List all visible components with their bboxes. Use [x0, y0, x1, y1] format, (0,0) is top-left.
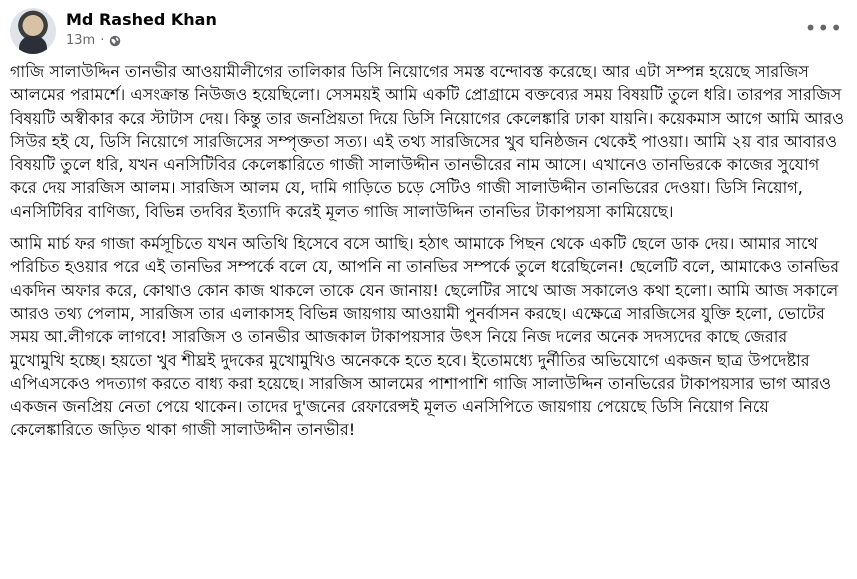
post-meta [66, 10, 217, 50]
avatar[interactable] [10, 8, 56, 54]
separator-dot: · [100, 33, 105, 48]
globe-icon[interactable] [109, 35, 121, 47]
post-paragraph-1: গাজি সালাউদ্দিন তানভীর আওয়ামীলীগের তালিকার ডিসি নিয়োগের সমস্ত বন্দোবস্ত করেছে। আর এটা সম্পন্ন হয়েছে সারজিস আলমের পরামর্শে। এসংক্রান্ত নিউজও হয়েছিলো। সেসময়ই আমি একটি প্রোগ্রামে বক্তব্যের সময় বিষয়টি তুলে ধরি। তারপর সারজিস বিষয়টি অস্বীকার করে স্টাটাস দেয়। কিন্তু তার জনপ্রিয়তা দিয়ে ডিসি নিয়োগের কেলেঙ্কারি ঢাকা যায়নি। কয়েকমাস আগে আমি আরও সিউর হই যে, ডিসি নিয়োগে সারজিসের সম্পৃক্ততা সত্য। এই তথ্য সারজিসের খুব ঘনিষ্ঠজন থেকেই পাওয়া। আমি ২য় বার আবারও বিষয়টি তুলে ধরি, যখন এনসিটিবির কেলেঙ্কারিতে গাজী সালাউদ্দীন তানভীরের নাম আসে। এখানেও তানভিরকে কাজের সুযোগ করে দেয় সারজিস আলম। সারজিস আলম যে, দামি গাড়িতে চড়ে সেটিও গাজী সালাউদ্দীন তানভিরের দেওয়া। ডিসি নিয়োগ, এনসিটিবির বাণিজ্য, বিভিন্ন তদবির ইত্যাদি করেই মূলত গাজি সালাউদ্দিন তানভির টাকাপয়সা কামিয়েছে। [10, 62, 845, 221]
post-subline [66, 32, 217, 50]
more-options-icon[interactable]: ••• [804, 16, 843, 40]
post-header [10, 0, 845, 60]
post-body [10, 60, 845, 442]
author-name[interactable]: Md Rashed Khan [66, 10, 217, 29]
post-timestamp[interactable]: 13m [66, 33, 96, 48]
post-paragraph-2: আমি মার্চ ফর গাজা কর্মসূচিতে যখন অতিথি হিসেবে বসে আছি। হঠাৎ আমাকে পিছন থেকে একটি ছেলে ডাক দেয়। আমার সাথে পরিচিত হওয়ার পরে এই তানভির সম্পর্কে বলে যে, আপনি না তানভির সম্পর্কে তুলে ধরেছিলেন! ছেলেটি বলে, আমাকেও তানভির একদিন অফার করে, কোথাও কোন কাজ থাকলে তাকে যেন জানায়! ছেলেটির সাথে আজ সকালেও কথা হলো। আমি আজ সকালে আরও তথ্য পেলাম, সারজিস তার এলাকাসহ বিভিন্ন জায়গায় আওয়ামী পুনর্বাসন করছে। এক্ষেত্রে সারজিসের যুক্তি হলো, ভোটের সময় আ.লীগকে লাগবে! সারজিস ও তানভীর আজকাল টাকাপয়সার উৎস নিয়ে নিজ দলের অনেক সদস্যদের কাছে জেরার মুখোমুখি হচ্ছে। হয়তো খুব শীঘ্রই দুদকের মুখোমুখিও অনেককে হতে হবে। ইতোমধ্যে দুর্নীতির অভিযোগে একজন ছাত্র উপদেষ্টার এপিএসকেও পদত্যাগ করতে বাধ্য করা হয়েছে। সারজিস আলমের পাশাপাশি গাজি সালাউদ্দিন তানভিরের টাকাপয়সার ভাগ আরও একজন জনপ্রিয় নেতা পেয়ে থাকেন। তাদের দু'জনের রেফারেন্সই মূলত এনসিপিতে জায়গায় পেয়েছে ডিসি নিয়োগ নিয়ে কেলেঙ্কারিতে জড়িত থাকা গাজী সালাউদ্দীন তানভীর! [10, 234, 840, 440]
